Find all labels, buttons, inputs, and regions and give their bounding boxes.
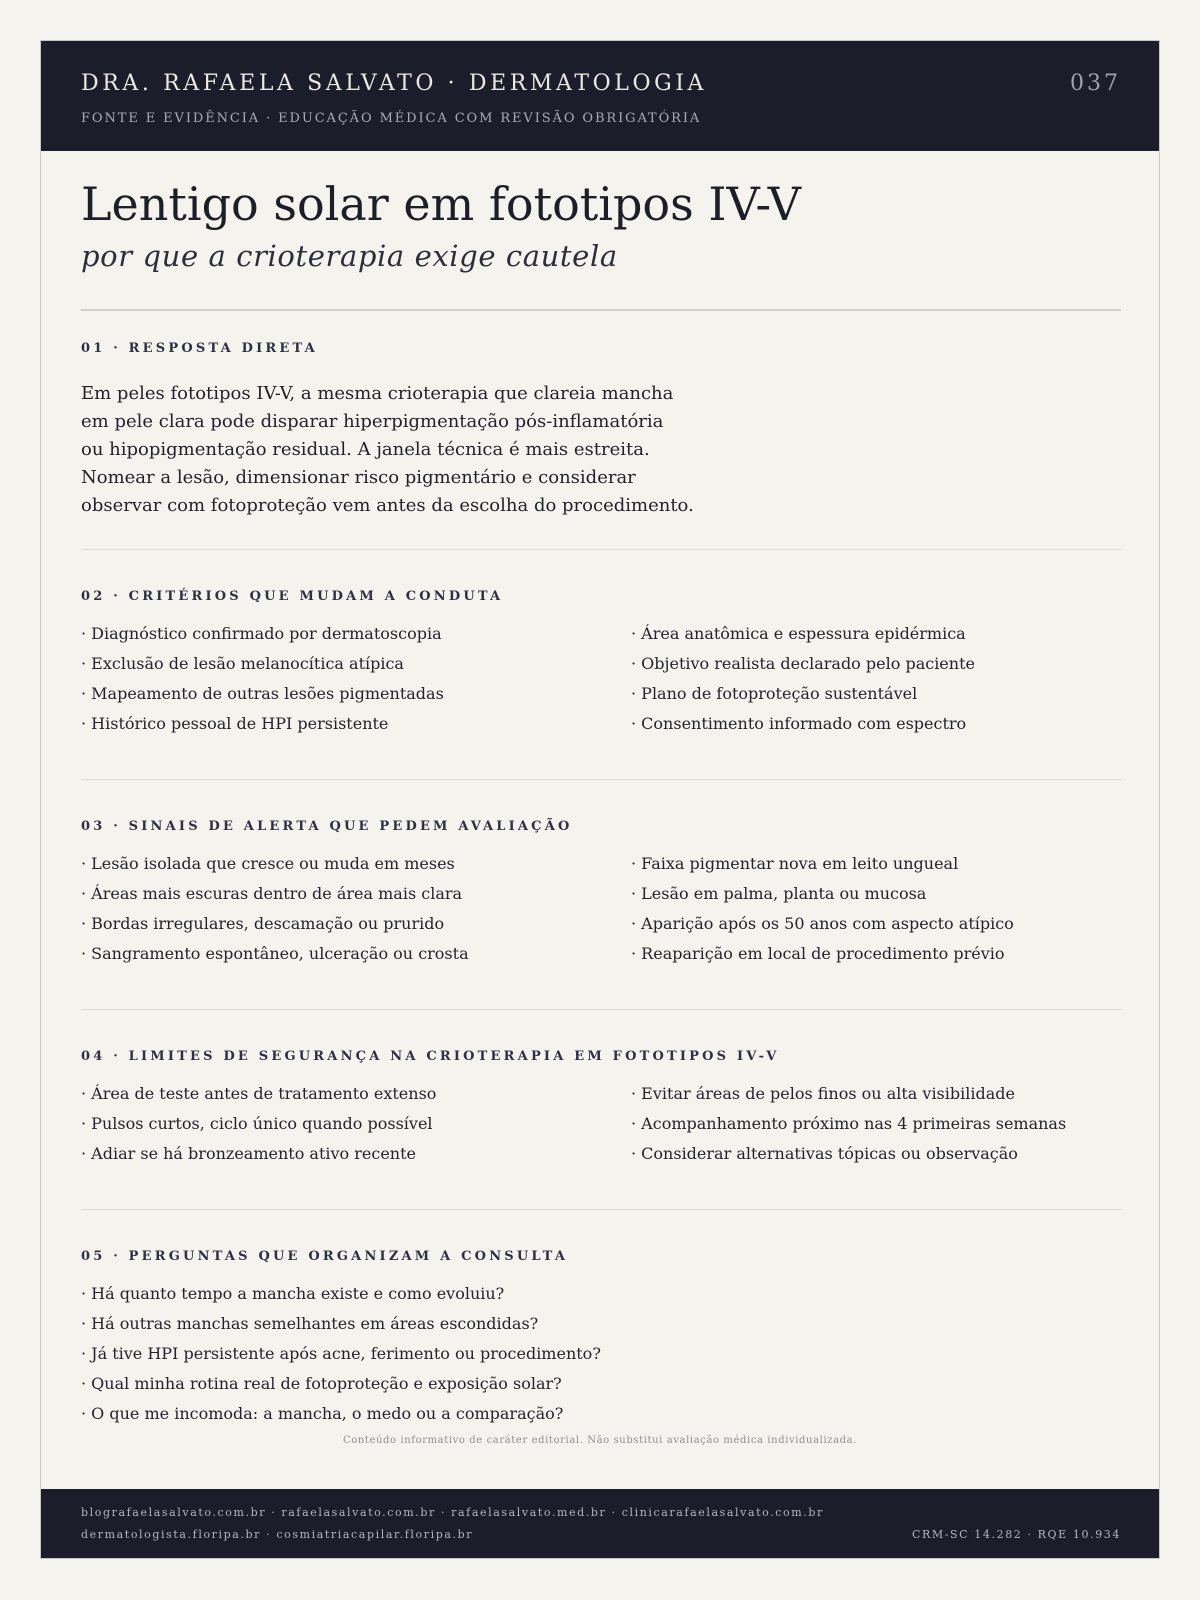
list-item: · Reaparição em local de procedimento prévio	[631, 944, 1005, 963]
disclaimer: Conteúdo informativo de caráter editorial. Não substitui avaliação médica individualizada.	[342, 1435, 858, 1446]
paragraph-line: Nomear a lesão, dimensionar risco pigmentário e considerar	[81, 467, 636, 488]
section-05-label: 05 · PERGUNTAS QUE ORGANIZAM A CONSULTA	[81, 1249, 569, 1264]
list-item: · Área de teste antes de tratamento extenso	[81, 1084, 437, 1103]
list-item: · Plano de fotoproteção sustentável	[631, 684, 918, 703]
professional-credentials: CRM-SC 14.282 · RQE 10.934	[911, 1528, 1121, 1541]
list-item: · Adiar se há bronzeamento ativo recente	[81, 1144, 417, 1163]
section-03-label: 03 · SINAIS DE ALERTA QUE PEDEM AVALIAÇÃO	[81, 819, 573, 834]
list-item: · Considerar alternativas tópicas ou observação	[631, 1144, 1018, 1163]
list-item: · Bordas irregulares, descamação ou prurido	[81, 914, 445, 933]
brand-tagline: FONTE E EVIDÊNCIA · EDUCAÇÃO MÉDICA COM REVISÃO OBRIGATÓRIA	[81, 111, 702, 126]
direct-answer-paragraph	[81, 380, 761, 520]
section-04-label: 04 · LIMITES DE SEGURANÇA NA CRIOTERAPIA EM FOTOTIPOS IV-V	[81, 1049, 780, 1064]
list-item: · Aparição após os 50 anos com aspecto atípico	[631, 914, 1014, 933]
section-divider	[81, 779, 1121, 780]
list-item: · Áreas mais escuras dentro de área mais clara	[81, 884, 463, 903]
list-item: · Lesão em palma, planta ou mucosa	[631, 884, 927, 903]
consultation-questions-list	[81, 1279, 601, 1429]
list-item: · Exclusão de lesão melanocítica atípica	[81, 654, 404, 673]
section-01-label: 01 · RESPOSTA DIRETA	[81, 341, 318, 356]
document-page	[40, 40, 1160, 1559]
list-item: · Evitar áreas de pelos finos ou alta visibilidade	[631, 1084, 1015, 1103]
list-item: · Qual minha rotina real de fotoproteção e exposição solar?	[81, 1374, 562, 1393]
paragraph-line: Em peles fototipos IV-V, a mesma crioterapia que clareia mancha	[81, 383, 674, 404]
footer-links-line-1: blografaelasalvato.com.br · rafaelasalvato.com.br · rafaelasalvato.med.br · clinicarafaelasalvato.com.br	[81, 1506, 824, 1519]
paragraph-line: ou hipopigmentação residual. A janela técnica é mais estreita.	[81, 439, 650, 460]
footer-band	[41, 1489, 1159, 1558]
list-item: · Objetivo realista declarado pelo paciente	[631, 654, 975, 673]
brand-name: DRA. RAFAELA SALVATO · DERMATOLOGIA	[81, 71, 708, 96]
list-item: · Histórico pessoal de HPI persistente	[81, 714, 389, 733]
list-item: · Acompanhamento próximo nas 4 primeiras semanas	[631, 1114, 1067, 1133]
list-item: · O que me incomoda: a mancha, o medo ou a comparação?	[81, 1404, 564, 1423]
list-item: · Diagnóstico confirmado por dermatoscopia	[81, 624, 442, 643]
section-02-label: 02 · CRITÉRIOS QUE MUDAM A CONDUTA	[81, 589, 504, 604]
list-item: · Mapeamento de outras lesões pigmentadas	[81, 684, 444, 703]
list-item: · Já tive HPI persistente após acne, ferimento ou procedimento?	[81, 1344, 601, 1363]
criteria-list-left	[81, 619, 444, 739]
section-divider	[81, 1209, 1121, 1210]
list-item: · Faixa pigmentar nova em leito ungueal	[631, 854, 959, 873]
criteria-list-right	[631, 619, 975, 739]
paragraph-line: observar com fotoproteção vem antes da escolha do procedimento.	[81, 495, 694, 516]
footer-links-line-2: dermatologista.floripa.br · cosmiatriacapilar.floripa.br	[81, 1528, 474, 1541]
list-item: · Lesão isolada que cresce ou muda em meses	[81, 854, 455, 873]
title-divider	[81, 309, 1121, 311]
section-divider	[81, 549, 1121, 550]
alert-signs-list-left	[81, 849, 469, 969]
header-band	[41, 41, 1159, 151]
safety-limits-list-right	[631, 1079, 1066, 1169]
issue-number: 037	[1070, 71, 1121, 96]
article-subtitle: por que a crioterapia exige cautela	[81, 239, 618, 273]
list-item: · Consentimento informado com espectro	[631, 714, 967, 733]
list-item: · Área anatômica e espessura epidérmica	[631, 624, 966, 643]
list-item: · Há outras manchas semelhantes em áreas escondidas?	[81, 1314, 539, 1333]
section-divider	[81, 1009, 1121, 1010]
safety-limits-list-left	[81, 1079, 436, 1169]
list-item: · Pulsos curtos, ciclo único quando possível	[81, 1114, 433, 1133]
list-item: · Sangramento espontâneo, ulceração ou crosta	[81, 944, 469, 963]
alert-signs-list-right	[631, 849, 1014, 969]
list-item: · Há quanto tempo a mancha existe e como evoluiu?	[81, 1284, 505, 1303]
article-title: Lentigo solar em fototipos IV-V	[81, 177, 801, 231]
paragraph-line: em pele clara pode disparar hiperpigmentação pós-inflamatória	[81, 411, 664, 432]
